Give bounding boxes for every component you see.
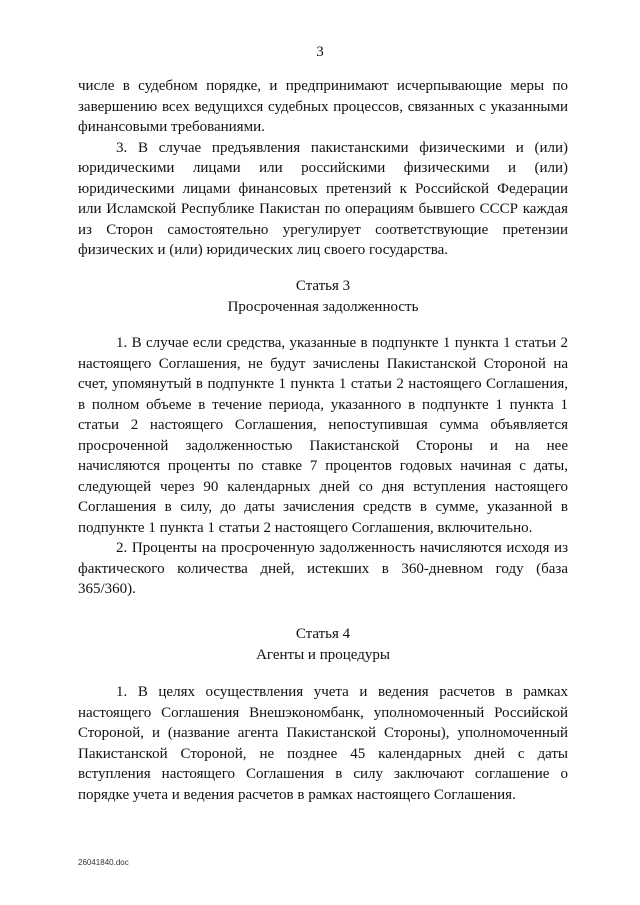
article-3-body	[78, 333, 568, 600]
document-footer: 26041840.doc	[78, 858, 129, 867]
article-3-heading	[78, 276, 568, 317]
article-4-heading	[78, 624, 568, 665]
article-4-body	[78, 682, 568, 805]
paragraph: 2. Проценты на просроченную задолженность начисляются исходя из фактического количества дней, истекших в 360-дневном году (база 365/360).	[78, 540, 568, 597]
page-number: 3	[316, 44, 324, 60]
article-number: Статья 4	[295, 626, 351, 642]
paragraph: числе в судебном порядке, и предпринимают исчерпывающие меры по завершению всех ведущихся судебных процессов, связанных с указанными финансовыми требованиями.	[78, 78, 568, 135]
article-number: Статья 3	[295, 278, 351, 294]
continuation-block	[78, 76, 568, 261]
paragraph: 3. В случае предъявления пакистанскими физическими и (или) юридическими лицами или российскими физическими и (или) юридическими лицами финансовых претензий к Российской Федерации или Исламской Республике Пакистан по операциям бывшего СССР каждая из Сторон самостоятельно урегулирует соответствующие претензии физических и (или) юридических лиц своего государства.	[78, 139, 568, 258]
article-title: Агенты и процедуры	[256, 646, 390, 663]
paragraph: 1. В случае если средства, указанные в подпункте 1 пункта 1 статьи 2 настоящего Соглашения, не будут зачислены Пакистанской Стороной на счет, упомянутый в подпункте 1 пункта 1 статьи 2 настоящего Соглашения, в полном объеме в течение периода, указанного в подпункте 1 пункта 1 статьи 2 настоящего Соглашения, непоступившая сумма объявляется просроченной задолженностью Пакистанской Стороны и на нее начисляются проценты по ставке 7 процентов годовых начиная с даты, следующей через 90 календарных дней со дня вступления настоящего Соглашения в силу, до даты зачисления средств в сумме, указанной в подпункте 1 пункта 1 статьи 2 настоящего Соглашения, включительно.	[78, 335, 568, 536]
article-title: Просроченная задолженность	[227, 298, 419, 315]
paragraph: 1. В целях осуществления учета и ведения расчетов в рамках настоящего Соглашения Внешэкономбанк, уполномоченный Российской Стороной, и (название агента Пакистанской Стороны), уполномоченный Пакистанской Стороной, не позднее 45 календарных дней с даты вступления настоящего Соглашения в силу заключают соглашение о порядке учета и ведения расчетов в рамках настоящего Соглашения.	[78, 684, 568, 803]
